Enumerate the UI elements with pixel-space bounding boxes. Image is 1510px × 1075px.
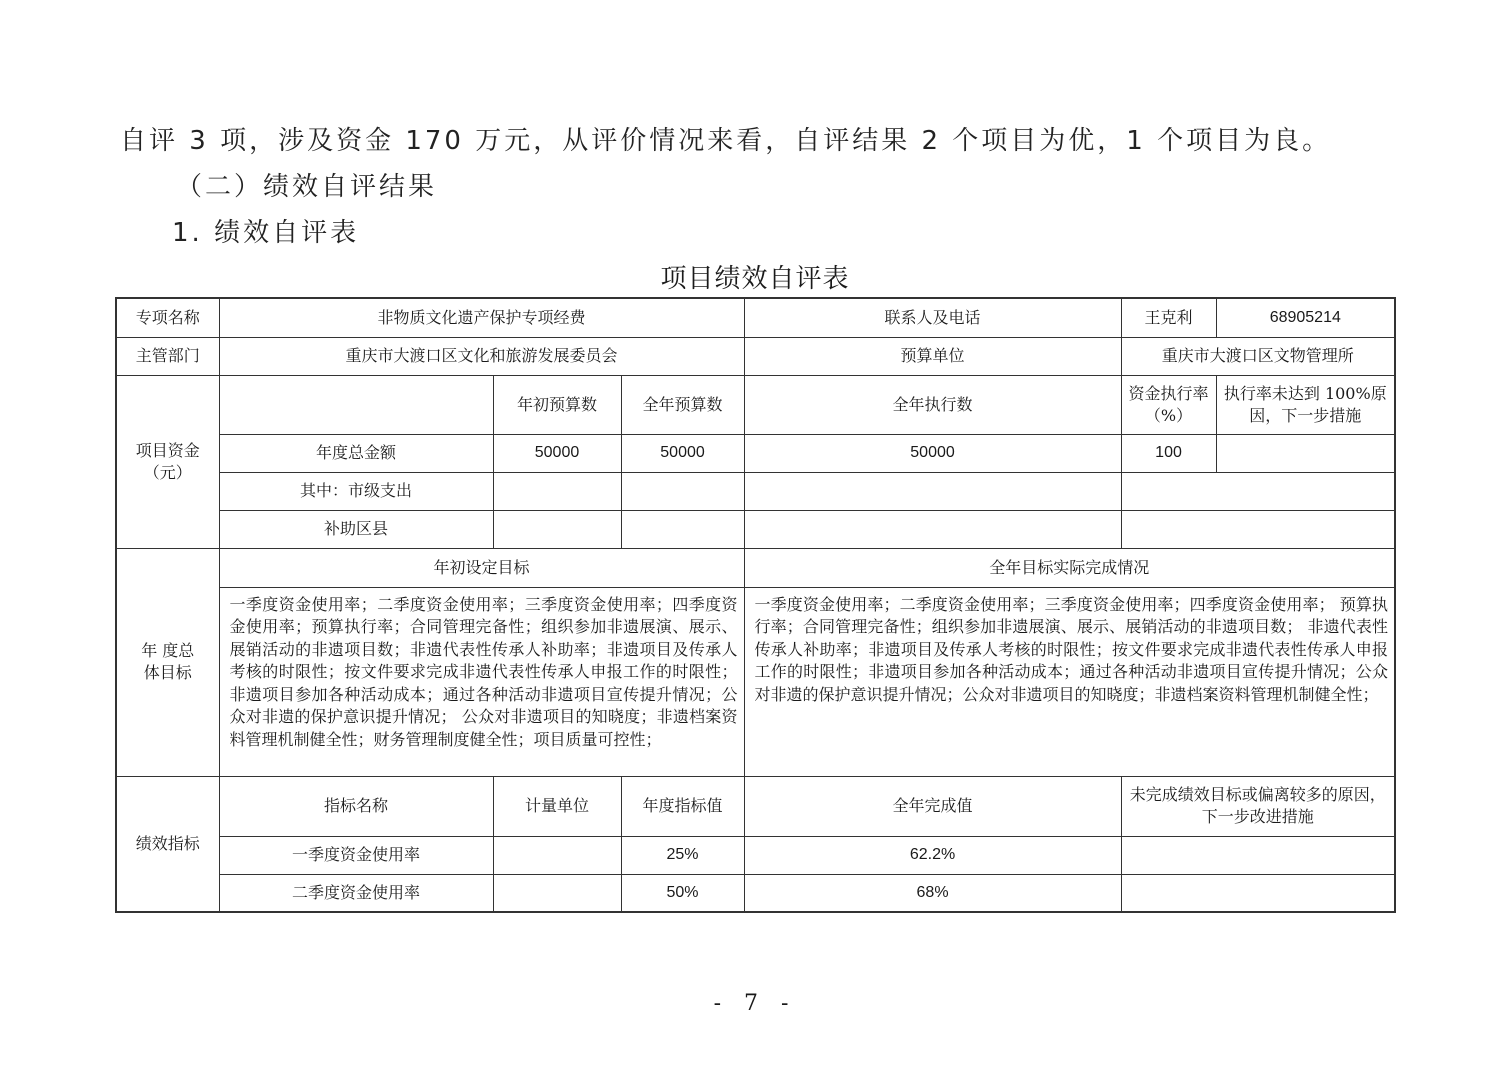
funds-reason — [1216, 434, 1395, 472]
indicator-target: 25% — [621, 836, 744, 874]
funds-executed — [744, 472, 1121, 510]
initial-goals-text: 一季度资金使用率；二季度资金使用率；三季度资金使用率；四季度资金使用率；预算执行率；合同管理完备性；组织参加非遗展演、展示、展销活动的非遗项目数；非遗代表性传承人补助率；非遗项目及传承人考核的时限性；按文件要求完成非遗代表性传承人申报工作的时限性；非遗项目参加各种活动成本；通过各种活动非遗项目宣传提升情况；公众对非遗的保护意识提升情况； 公众对非遗项目的知晓度；非遗档案资料管理机制健全性；财务管理制度健全性；项目质量可控性； — [219, 587, 744, 776]
funds-row-label: 其中：市级支出 — [219, 472, 493, 510]
col-initial-budget: 年初预算数 — [493, 375, 621, 434]
label-contact: 联系人及电话 — [744, 298, 1121, 337]
table-title: 项目绩效自评表 — [660, 264, 850, 294]
label-budget-unit: 预算单位 — [744, 337, 1121, 375]
col-target: 年度指标值 — [621, 776, 744, 836]
table-row — [116, 434, 1395, 472]
contact-name: 王克利 — [1121, 298, 1216, 337]
table-row — [116, 375, 1395, 434]
funds-row-label: 年度总金额 — [219, 434, 493, 472]
funds-executed — [744, 510, 1121, 548]
table-row — [116, 548, 1395, 587]
funds-rate — [1121, 510, 1395, 548]
funds-initial: 50000 — [493, 434, 621, 472]
indicator-actual: 62.2% — [744, 836, 1121, 874]
body-paragraph: 自评 3 项，涉及资金 170 万元，从评价情况来看，自评结果 2 个项目为优，1 个项目为良。 — [120, 126, 1332, 156]
dept: 重庆市大渡口区文化和旅游发展委员会 — [219, 337, 744, 375]
indicator-target: 50% — [621, 874, 744, 912]
page-number: - 7 - — [713, 991, 797, 1016]
indicator-name: 一季度资金使用率 — [219, 836, 493, 874]
table-row — [116, 472, 1395, 510]
table-row — [116, 510, 1395, 548]
table-row — [116, 874, 1395, 912]
funds-section-label: 项目资金（元） — [116, 375, 219, 548]
indicator-reason — [1121, 836, 1395, 874]
col-execution-rate: 资金执行率（%） — [1121, 375, 1216, 434]
table-row — [116, 776, 1395, 836]
performance-table — [115, 297, 1396, 913]
indicators-section-label: 绩效指标 — [116, 776, 219, 912]
col-deviation-reason: 未完成绩效目标或偏离较多的原因，下一步改进措施 — [1121, 776, 1395, 836]
col-reason: 执行率未达到 100%原因，下一步措施 — [1216, 375, 1395, 434]
funds-initial — [493, 510, 621, 548]
funds-full-year — [621, 510, 744, 548]
col-full-year-budget: 全年预算数 — [621, 375, 744, 434]
sub-heading: 1. 绩效自评表 — [172, 218, 360, 248]
contact-phone: 68905214 — [1216, 298, 1395, 337]
table-row — [116, 836, 1395, 874]
indicator-reason — [1121, 874, 1395, 912]
funds-executed: 50000 — [744, 434, 1121, 472]
funds-full-year: 50000 — [621, 434, 744, 472]
label-dept: 主管部门 — [116, 337, 219, 375]
indicator-unit — [493, 874, 621, 912]
project-name: 非物质文化遗产保护专项经费 — [219, 298, 744, 337]
funds-rate — [1121, 472, 1395, 510]
funds-rate: 100 — [1121, 434, 1216, 472]
table-row — [116, 587, 1395, 776]
funds-full-year — [621, 472, 744, 510]
table-row — [116, 337, 1395, 375]
funds-initial — [493, 472, 621, 510]
col-indicator-name: 指标名称 — [219, 776, 493, 836]
indicator-name: 二季度资金使用率 — [219, 874, 493, 912]
funds-row-label: 补助区县 — [219, 510, 493, 548]
col-initial-goals: 年初设定目标 — [219, 548, 744, 587]
budget-unit: 重庆市大渡口区文物管理所 — [1121, 337, 1395, 375]
indicator-unit — [493, 836, 621, 874]
goals-section-label: 年 度总体目标 — [116, 548, 219, 776]
col-actual-completion: 全年目标实际完成情况 — [744, 548, 1395, 587]
funds-empty-header — [219, 375, 493, 434]
col-actual-value: 全年完成值 — [744, 776, 1121, 836]
table-row — [116, 298, 1395, 337]
col-executed: 全年执行数 — [744, 375, 1121, 434]
col-unit: 计量单位 — [493, 776, 621, 836]
section-heading: （二）绩效自评结果 — [176, 172, 438, 202]
indicator-actual: 68% — [744, 874, 1121, 912]
label-project-name: 专项名称 — [116, 298, 219, 337]
actual-completion-text: 一季度资金使用率；二季度资金使用率；三季度资金使用率；四季度资金使用率； 预算执行率；合同管理完备性；组织参加非遗展演、展示、展销活动的非遗项目数； 非遗代表性传承人补助率；非遗项目及传承人考核的时限性；按文件要求完成非遗代表性传承人申报工作的时限性；非遗项目参加各种活动成本；通过各种活动非遗项目宣传提升情况；公众对非遗的保护意识提升情况；公众对非遗项目的知晓度；非遗档案资料管理机制健全性； — [744, 587, 1395, 776]
